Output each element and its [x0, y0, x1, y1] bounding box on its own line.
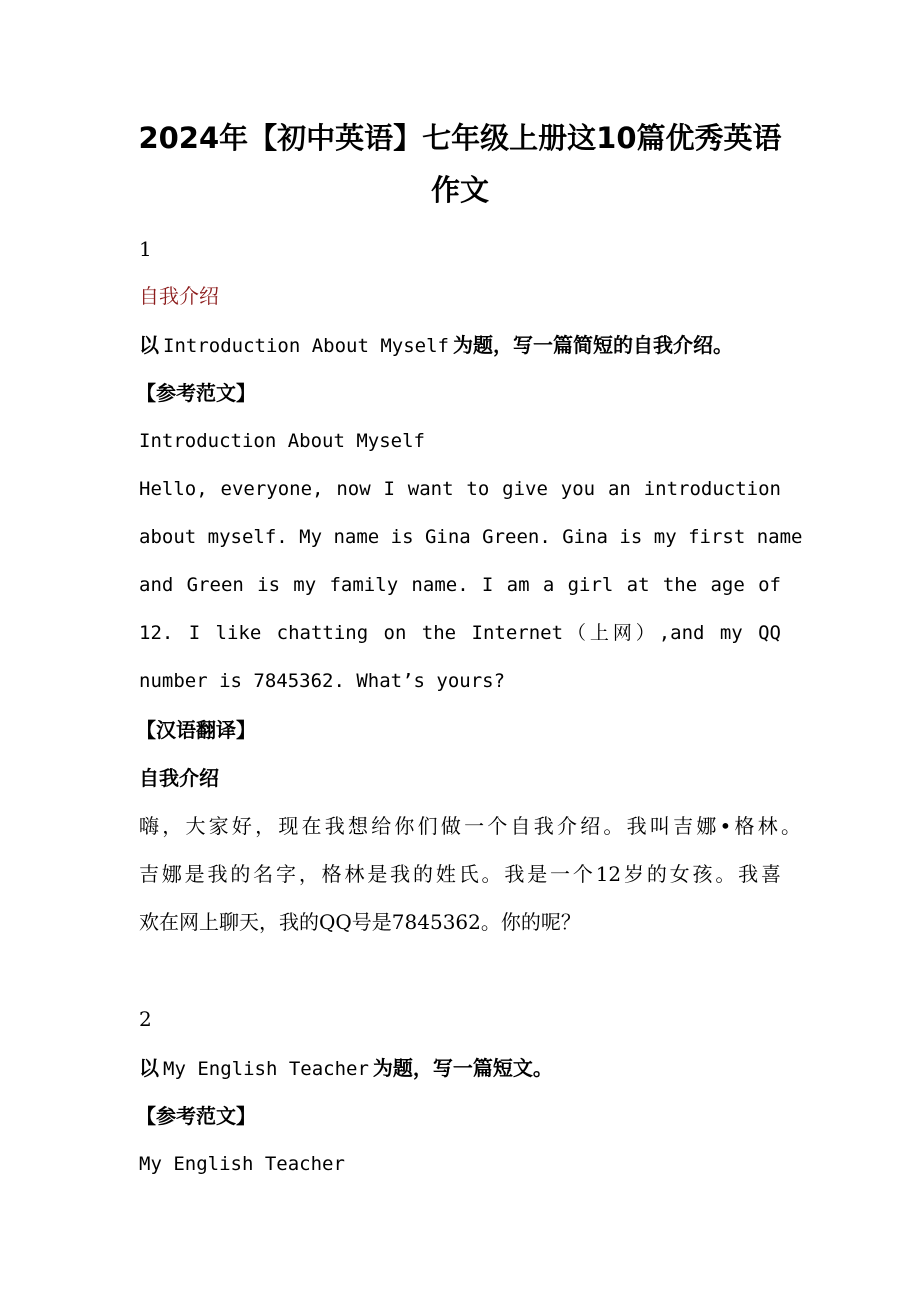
section-1-heading: 自我介绍	[139, 284, 219, 308]
section-1-essay-line: about myself. My name is Gina Green. Gina is my first name	[139, 526, 803, 548]
prompt-suffix: 为题，写一篇简短的自我介绍。	[452, 333, 733, 357]
title-line-1: 2024年【初中英语】七年级上册这10篇优秀英语	[138, 121, 782, 155]
section-1-reference-label: 【参考范文】	[136, 381, 256, 405]
section-1-translation-line: 欢在网上聊天，我的QQ号是7845362。你的呢？	[139, 910, 581, 934]
section-2-essay-title: My English Teacher	[139, 1153, 345, 1175]
section-1-essay-line: and Green is my family name. I am a girl at the age of	[139, 574, 781, 596]
section-1-essay-line: number is 7845362. What’s yours?	[139, 670, 506, 692]
section-1-number: 1	[139, 237, 152, 261]
prompt-prefix: 以	[139, 1056, 159, 1080]
section-1-essay-title: Introduction About Myself	[139, 430, 425, 452]
section-1-translation-line: 嗨，大家好，现在我想给你们做一个自我介绍。我叫吉娜•格林。	[139, 814, 801, 838]
section-2-number: 2	[139, 1007, 152, 1031]
section-1-essay-line: Hello, everyone, now I want to give you an introduction	[139, 478, 781, 500]
section-1-essay-line: 12. I like chatting on the Internet（上网）,and my QQ	[139, 622, 781, 644]
section-1-translation-label: 【汉语翻译】	[136, 718, 256, 742]
prompt-english-title: Introduction About Myself	[163, 335, 449, 357]
section-1-translation-line: 吉娜是我的名字，格林是我的姓氏。我是一个12岁的女孩。我喜	[139, 862, 781, 886]
title-line-2: 作文	[430, 173, 489, 207]
prompt-suffix: 为题，写一篇短文。	[372, 1056, 553, 1080]
section-1-prompt	[139, 330, 733, 361]
section-1-translation-title: 自我介绍	[139, 766, 219, 790]
prompt-prefix: 以	[139, 333, 159, 357]
section-2-reference-label: 【参考范文】	[136, 1104, 256, 1128]
section-2-prompt	[139, 1053, 553, 1084]
prompt-english-title: My English Teacher	[163, 1058, 369, 1080]
document-title	[120, 112, 800, 216]
